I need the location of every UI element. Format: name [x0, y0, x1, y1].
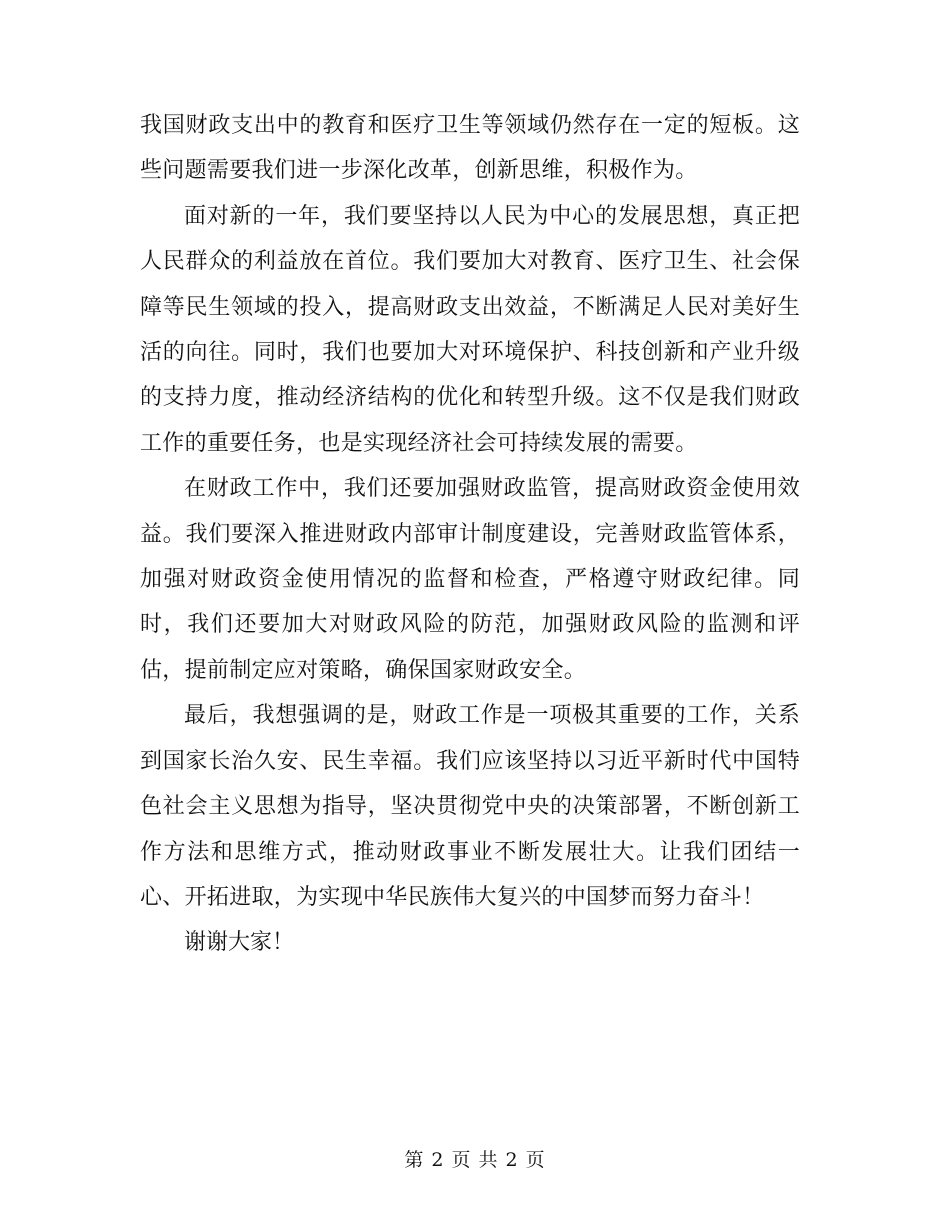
paragraph-new-year-goals: 面对新的一年，我们要坚持以人民为中心的发展思想，真正把人民群众的利益放在首位。我们要加大对教育、医疗卫生、社会保障等民生领域的投入，提高财政支出效益，不断满足人民对美好生活的向往。同时，我们也要加大对环境保护、科技创新和产业升级的支持力度，推动经济结构的优化和转型升级。这不仅是我们财政工作的重要任务，也是实现经济社会可持续发展的需要。	[140, 203, 800, 456]
document-body	[140, 103, 800, 966]
paragraph-conclusion: 最后，我想强调的是，财政工作是一项极其重要的工作，关系到国家长治久安、民生幸福。我们应该坚持以习近平新时代中国特色社会主义思想为指导，坚决贯彻党中央的决策部署，不断创新工作方法和思维方式，推动财政事业不断发展壮大。让我们团结一心、开拓进取，为实现中华民族伟大复兴的中国梦而努力奋斗！	[140, 703, 800, 910]
paragraph-fiscal-supervision: 在财政工作中，我们还要加强财政监管，提高财政资金使用效益。我们要深入推进财政内部审计制度建设，完善财政监管体系，加强对财政资金使用情况的监督和检查，严格遵守财政纪律。同时，我们还要加大对财政风险的防范，加强财政风险的监测和评估，提前制定应对策略，确保国家财政安全。	[140, 476, 800, 683]
closing-thanks: 谢谢大家！	[184, 930, 295, 956]
continued-paragraph: 我国财政支出中的教育和医疗卫生等领域仍然存在一定的短板。这些问题需要我们进一步深化改革，创新思维，积极作为。	[140, 113, 800, 184]
page-number-footer: 第 2 页 共 2 页	[404, 1149, 546, 1171]
